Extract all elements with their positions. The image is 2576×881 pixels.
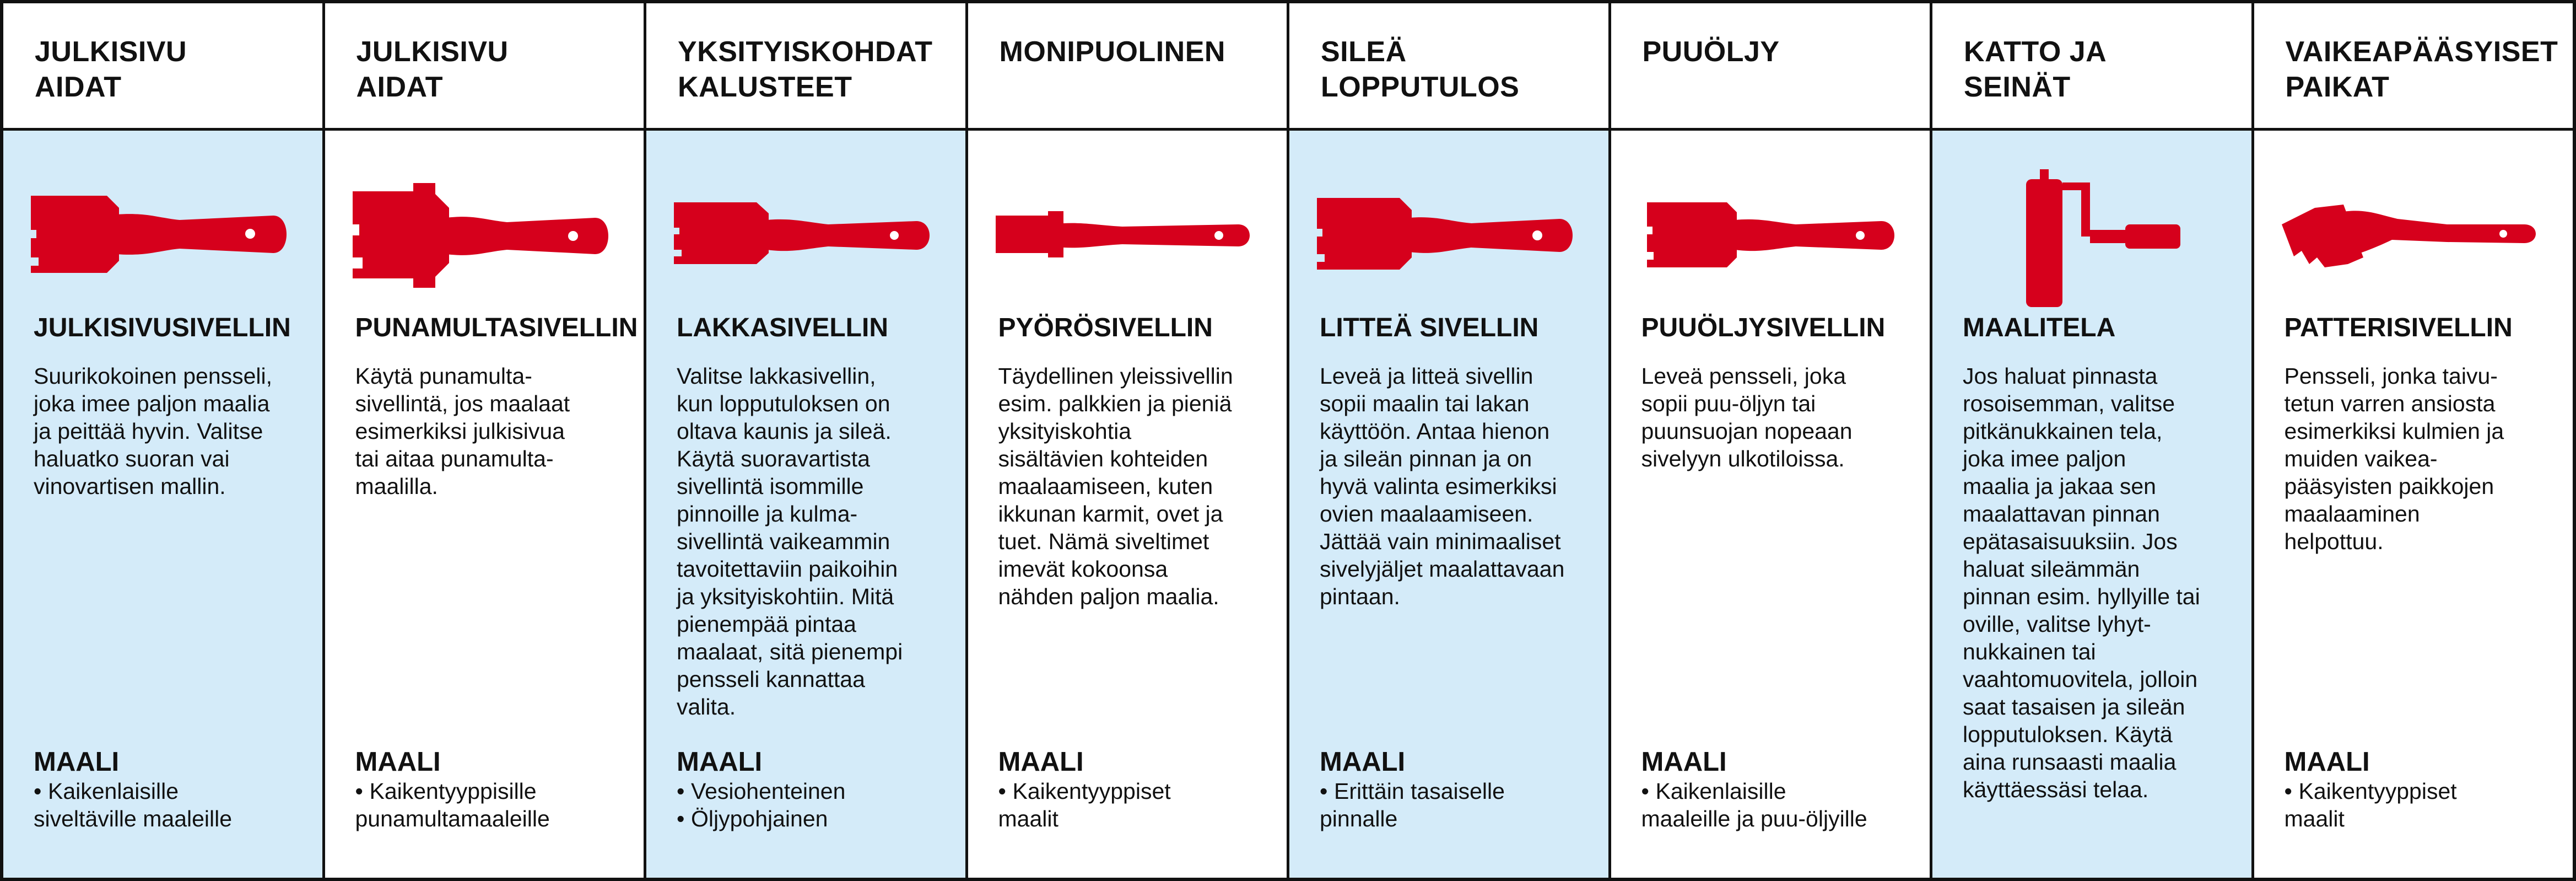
tool-description [355, 362, 633, 500]
paint-item-line: maalit [2284, 806, 2345, 831]
column-header [2254, 3, 2573, 131]
description-line: maalaamiseen, kuten [998, 474, 1213, 499]
paint-title: MAALI [34, 747, 120, 777]
header-line: JULKISIVU [35, 36, 187, 68]
description-line: sopii maalin tai lakan [1320, 391, 1530, 416]
column-header [1611, 3, 1930, 131]
paint-item [998, 777, 1171, 805]
description-line: tuet. Nämä siveltimet [998, 529, 1209, 554]
column-patterisivellin [2254, 3, 2573, 878]
description-line: pääsyisten paikkojen [2284, 474, 2494, 499]
header-line: MONIPUOLINEN [999, 36, 1225, 68]
paint-title: MAALI [998, 747, 1084, 777]
description-line: yksityiskohtia [998, 418, 1132, 444]
description-line: pinnan esim. hyllyille tai [1963, 584, 2200, 609]
tool-description [1320, 362, 1597, 610]
tool-description [34, 362, 311, 500]
oil-brush-icon [1639, 169, 1898, 313]
wide-brush-icon [31, 169, 290, 313]
column-header [1932, 3, 2251, 131]
paint-item [677, 777, 845, 805]
tool-name: MAALITELA [1963, 313, 2116, 342]
paint-item [677, 805, 845, 832]
description-line: puunsuojan nopeaan [1641, 418, 1853, 444]
description-line: Valitse lakkasivellin, [677, 363, 876, 389]
description-line: joka imee paljon [1963, 446, 2126, 471]
paint-item [1320, 777, 1505, 805]
column-body [968, 131, 1287, 878]
paint-item-line: Erittäin tasaiselle [1334, 778, 1505, 804]
paint-item-continued [1641, 805, 1867, 832]
tool-name: LITTEÄ SIVELLIN [1320, 313, 1539, 342]
description-line: ja yksityiskohtiin. Mitä [677, 584, 894, 609]
column-pyorosivellin [968, 3, 1290, 878]
description-line: helpottuu. [2284, 529, 2384, 554]
tool-name: PYÖRÖSIVELLIN [998, 313, 1213, 342]
description-line: oltava kaunis ja sileä. [677, 418, 892, 444]
tool-description [998, 362, 1276, 610]
bullet-icon: • [998, 778, 1006, 804]
header-line: PUUÖLJY [1642, 36, 1780, 68]
bullet-icon: • [34, 778, 42, 804]
description-line: Jättää vain minimaaliset [1320, 529, 1561, 554]
paint-title: MAALI [1320, 747, 1406, 777]
column-body [1932, 131, 2251, 878]
tool-description [2285, 362, 2562, 555]
paint-list [1641, 777, 1867, 832]
description-line: pensseli kannattaa [677, 667, 865, 692]
description-line: Leveä ja litteä sivellin [1320, 363, 1533, 389]
column-body [2254, 131, 2573, 878]
flat-brush-icon [1317, 169, 1576, 313]
header-line: SILEÄ [1321, 36, 1407, 68]
header-line: LOPPUTULOS [1321, 71, 1520, 103]
description-line: pinnoille ja kulma- [677, 501, 858, 527]
description-line: aina runsaasti maalia [1963, 749, 2177, 775]
paint-item [34, 777, 232, 805]
paint-item-continued [355, 805, 550, 832]
column-body [3, 131, 322, 878]
column-body [1289, 131, 1608, 878]
description-line: Käytä punamulta- [355, 363, 532, 389]
description-line: nukkainen tai [1963, 639, 2096, 664]
description-line: joka imee paljon maalia [34, 391, 270, 416]
column-body [325, 131, 644, 878]
paint-item-line: pinnalle [1320, 806, 1398, 831]
column-body [646, 131, 965, 878]
description-line: pitkänukkainen tela, [1963, 418, 2163, 444]
bullet-icon: • [2284, 778, 2292, 804]
description-line: sivelyjäljet maalattavaan [1320, 556, 1565, 582]
paint-list [1320, 777, 1505, 832]
description-line: maalaat, sitä pienempi [677, 639, 903, 664]
header-line: PAIKAT [2285, 71, 2390, 103]
column-punamultasivellin [325, 3, 647, 878]
description-line: hyvä valinta esimerkiksi [1320, 474, 1557, 499]
header-line: KALUSTEET [678, 71, 852, 103]
description-line: käyttäessäsi telaa. [1963, 777, 2149, 802]
description-line: haluatko suoran vai [34, 446, 230, 471]
paint-item-line: Kaikentyyppiset [2298, 778, 2457, 804]
description-line: haluat sileämmän [1963, 556, 2140, 582]
paint-item-line: Kaikenlaisille [1655, 778, 1786, 804]
radiator-brush-icon [2282, 169, 2541, 313]
block-brush-icon [353, 169, 612, 313]
paint-item [1641, 777, 1867, 805]
column-header [968, 3, 1287, 131]
description-line: saat tasaisen ja sileän [1963, 694, 2185, 719]
paint-item-line: Kaikentyyppiset [1012, 778, 1171, 804]
description-line: sivellintä, jos maalaat [355, 391, 570, 416]
description-line: vaahtomuovitela, jolloin [1963, 667, 2198, 692]
description-line: Täydellinen yleissivellin [998, 363, 1233, 389]
paint-item-line: maaleille ja puu-öljyille [1641, 806, 1867, 831]
description-line: esimerkiksi kulmien ja [2284, 418, 2504, 444]
tool-name: PATTERISIVELLIN [2284, 313, 2513, 342]
description-line: kun lopputuloksen on [677, 391, 890, 416]
description-line: sisältävien kohteiden [998, 446, 1208, 471]
tool-description [1963, 362, 2240, 803]
tool-description [677, 362, 954, 721]
description-line: ja peittää hyvin. Valitse [34, 418, 263, 444]
paint-item-line: Öljypohjainen [691, 806, 828, 831]
description-line: valita. [677, 694, 736, 719]
paint-item-line: siveltäville maaleille [34, 806, 233, 831]
paint-item-continued [998, 805, 1171, 832]
tool-description [1641, 362, 1919, 472]
description-line: nähden paljon maalia. [998, 584, 1219, 609]
column-puuoljysivellin [1611, 3, 1933, 878]
description-line: Käytä suoravartista [677, 446, 870, 471]
description-line: imevät kokoonsa [998, 556, 1168, 582]
tool-name: PUNAMULTASIVELLIN [355, 313, 638, 342]
paint-roller-icon [1960, 169, 2219, 313]
column-header [1289, 3, 1608, 131]
paint-title: MAALI [355, 747, 441, 777]
description-line: rosoisemman, valitse [1963, 391, 2175, 416]
bullet-icon: • [677, 806, 685, 831]
paint-list [355, 777, 550, 832]
tool-name: LAKKASIVELLIN [677, 313, 888, 342]
description-line: ja sileän pinnan ja on [1320, 446, 1532, 471]
description-line: Jos haluat pinnasta [1963, 363, 2158, 389]
varnish-brush-icon [674, 169, 933, 313]
paint-list [998, 777, 1171, 832]
paint-item-continued [2285, 805, 2457, 832]
column-littea-sivellin [1289, 3, 1611, 878]
description-line: ovien maalaamiseen. [1320, 501, 1533, 527]
paint-item-line: Vesiohenteinen [691, 778, 846, 804]
paint-title: MAALI [2284, 747, 2370, 777]
paint-item-line: punamultamaaleille [355, 806, 550, 831]
paint-title: MAALI [1641, 747, 1727, 777]
description-line: tetun varren ansiosta [2284, 391, 2496, 416]
description-line: sivelyyn ulkotiloissa. [1641, 446, 1845, 471]
description-line: epätasaisuuksiin. Jos [1963, 529, 2178, 554]
tool-name: PUUÖLJYSIVELLIN [1641, 313, 1886, 342]
column-lakkasivellin [646, 3, 968, 878]
description-line: lopputuloksen. Käytä [1963, 722, 2173, 747]
bullet-icon: • [355, 778, 363, 804]
header-line: KATTO JA [1964, 36, 2107, 68]
paint-item-line: Kaikenlaisille [48, 778, 179, 804]
header-line: YKSITYISKOHDAT [678, 36, 933, 68]
column-maalitela [1932, 3, 2254, 878]
header-line: VAIKEAPÄÄSYISET [2285, 36, 2558, 68]
column-header [646, 3, 965, 131]
description-line: muiden vaikea- [2284, 446, 2438, 471]
column-body [1611, 131, 1930, 878]
description-line: tavoitettaviin paikoihin [677, 556, 898, 582]
paint-item-line: maalit [998, 806, 1059, 831]
description-line: vinovartisen mallin. [34, 474, 226, 499]
description-line: ikkunan karmit, ovet ja [998, 501, 1223, 527]
paint-item [2285, 777, 2457, 805]
description-line: käyttöön. Antaa hienon [1320, 418, 1550, 444]
description-line: pintaan. [1320, 584, 1400, 609]
description-line: esimerkiksi julkisivua [355, 418, 565, 444]
description-line: Suurikokoinen pensseli, [34, 363, 273, 389]
description-line: sivellintä isommille [677, 474, 864, 499]
bullet-icon: • [1320, 778, 1328, 804]
description-line: tai aitaa punamulta- [355, 446, 554, 471]
header-line: JULKISIVU [356, 36, 509, 68]
paint-item [355, 777, 550, 805]
paint-item-line: Kaikentyyppisille [369, 778, 537, 804]
paint-item-continued [1320, 805, 1505, 832]
description-line: pienempää pintaa [677, 611, 856, 637]
column-header [325, 3, 644, 131]
tool-name: JULKISIVUSIVELLIN [34, 313, 291, 342]
paint-list [677, 777, 845, 832]
description-line: Pensseli, jonka taivu- [2284, 363, 2498, 389]
round-brush-icon [996, 169, 1255, 313]
paint-list [34, 777, 232, 832]
header-line: SEINÄT [1964, 71, 2071, 103]
bullet-icon: • [1641, 778, 1649, 804]
column-julkisivusivellin [3, 3, 325, 878]
header-line: AIDAT [356, 71, 444, 103]
column-header [3, 3, 322, 131]
paint-list [2285, 777, 2457, 832]
description-line: Leveä pensseli, joka [1641, 363, 1846, 389]
description-line: oville, valitse lyhyt- [1963, 611, 2151, 637]
paint-item-continued [34, 805, 232, 832]
description-line: maalia ja jakaa sen [1963, 474, 2156, 499]
description-line: esim. palkkien ja pieniä [998, 391, 1232, 416]
description-line: maalaaminen [2284, 501, 2420, 527]
description-line: maalilla. [355, 474, 438, 499]
description-line: sivellintä vaikeammin [677, 529, 890, 554]
paint-title: MAALI [677, 747, 763, 777]
description-line: sopii puu-öljyn tai [1641, 391, 1816, 416]
description-line: maalattavan pinnan [1963, 501, 2160, 527]
header-line: AIDAT [35, 71, 122, 103]
bullet-icon: • [677, 778, 685, 804]
